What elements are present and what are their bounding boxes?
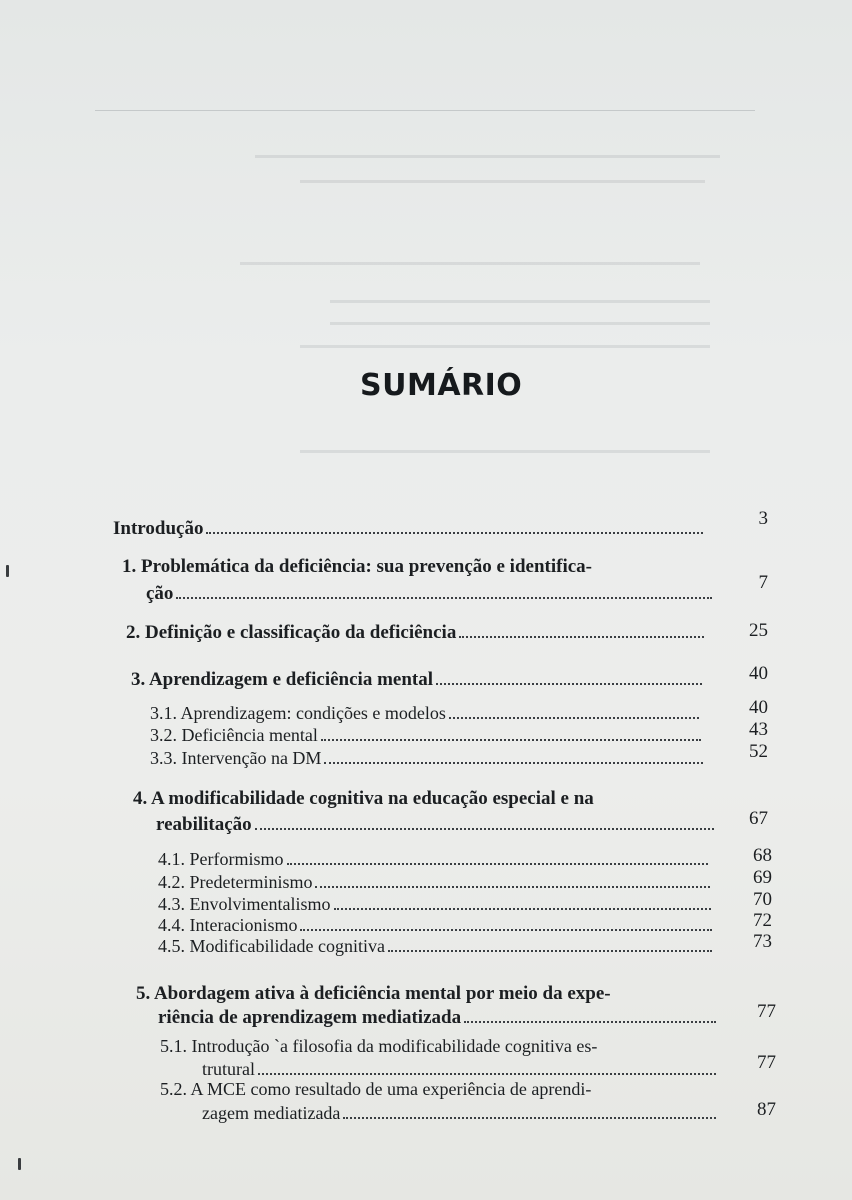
toc-label: 4.5. Modificabilidade cognitiva	[158, 936, 385, 956]
toc-sub-3-3	[150, 741, 768, 768]
toc-label-line2: ção	[146, 583, 174, 604]
toc-sub-5-1	[160, 1036, 776, 1082]
toc-label: 3.3. Intervenção na DM	[150, 748, 322, 768]
toc-sub-4-5	[158, 931, 772, 956]
toc-page-number: 7	[758, 572, 768, 593]
dot-leader	[324, 762, 703, 764]
toc-sub-4-4	[158, 910, 772, 935]
show-through-rule	[95, 110, 755, 111]
binding-mark	[6, 565, 9, 577]
toc-page-number: 67	[749, 808, 768, 829]
toc-sub-4-3	[158, 889, 772, 914]
toc-label-line1: 5.1. Introdução `a filosofia da modificabilidade cognitiva es-	[160, 1036, 598, 1056]
toc-page-number: 3	[758, 508, 768, 529]
toc-entry-ch1	[122, 556, 768, 608]
toc-sub-3-1	[150, 697, 768, 723]
dot-leader	[258, 1073, 716, 1075]
toc-label: 3. Aprendizagem e deficiência mental	[131, 669, 434, 690]
toc-page-number: 77	[757, 1001, 776, 1022]
toc-page-number: 40	[749, 663, 768, 684]
dot-leader	[388, 950, 712, 952]
dot-leader	[436, 683, 702, 685]
toc-sub-4-1	[158, 845, 772, 867]
toc-page-number: 73	[753, 931, 772, 952]
toc-page-number: 70	[753, 889, 772, 910]
toc-entry-ch2	[126, 620, 768, 646]
toc-entry-intro	[113, 508, 768, 540]
toc-sub-4-2	[158, 867, 772, 892]
toc-page-number: 77	[757, 1052, 776, 1073]
toc-label-line1: 5.2. A MCE como resultado de uma experiência de aprendi-	[160, 1079, 592, 1099]
toc-label-line1: 4. A modificabilidade cognitiva na educação especial e na	[133, 788, 594, 809]
dot-leader	[255, 828, 714, 830]
dot-leader	[464, 1021, 716, 1023]
toc-label-line2: reabilitação	[156, 814, 252, 835]
toc-label: 3.1. Aprendizagem: condições e modelos	[150, 703, 446, 723]
toc-entry-ch3	[131, 663, 768, 689]
toc-page-number: 72	[753, 910, 772, 931]
toc-sub-5-2	[160, 1079, 776, 1129]
toc-page-number: 69	[753, 867, 772, 888]
toc-label: Introdução	[113, 518, 204, 539]
toc-label: 3.2. Deficiência mental	[150, 725, 318, 745]
toc-label-line2: zagem mediatizada	[202, 1103, 341, 1123]
toc-page-number: 25	[749, 620, 768, 641]
toc-label: 4.3. Envolvimentalismo	[158, 894, 331, 914]
toc-label: 4.4. Interacionismo	[158, 915, 298, 935]
dot-leader	[206, 532, 703, 534]
dot-leader	[176, 597, 712, 599]
toc-label: 4.1. Performismo	[158, 849, 284, 869]
toc-page-number: 43	[749, 719, 768, 740]
binding-mark	[18, 1158, 21, 1170]
toc-page-number: 40	[749, 697, 768, 718]
toc-page-number: 68	[753, 845, 772, 866]
page-title: SUMÁRIO	[360, 368, 523, 403]
toc-label: 2. Definição e classificação da deficiência	[126, 622, 457, 643]
toc-page-number: 87	[757, 1099, 776, 1120]
toc-label-line2: riência de aprendizagem mediatizada	[158, 1007, 462, 1028]
toc-label: 4.2. Predeterminismo	[158, 872, 313, 892]
toc-label-line2: trutural	[202, 1059, 255, 1079]
toc-page-number: 52	[749, 741, 768, 762]
toc-entry-ch4	[133, 788, 768, 840]
toc-entry-ch5	[136, 983, 776, 1033]
dot-leader	[315, 886, 710, 888]
toc-sub-3-2	[150, 719, 768, 745]
toc-label-line1: 1. Problemática da deficiência: sua prevenção e identifica-	[122, 556, 592, 577]
dot-leader	[459, 636, 704, 638]
dot-leader	[343, 1117, 716, 1119]
dot-leader	[287, 863, 709, 865]
toc-label-line1: 5. Abordagem ativa à deficiência mental por meio da expe-	[136, 983, 611, 1004]
